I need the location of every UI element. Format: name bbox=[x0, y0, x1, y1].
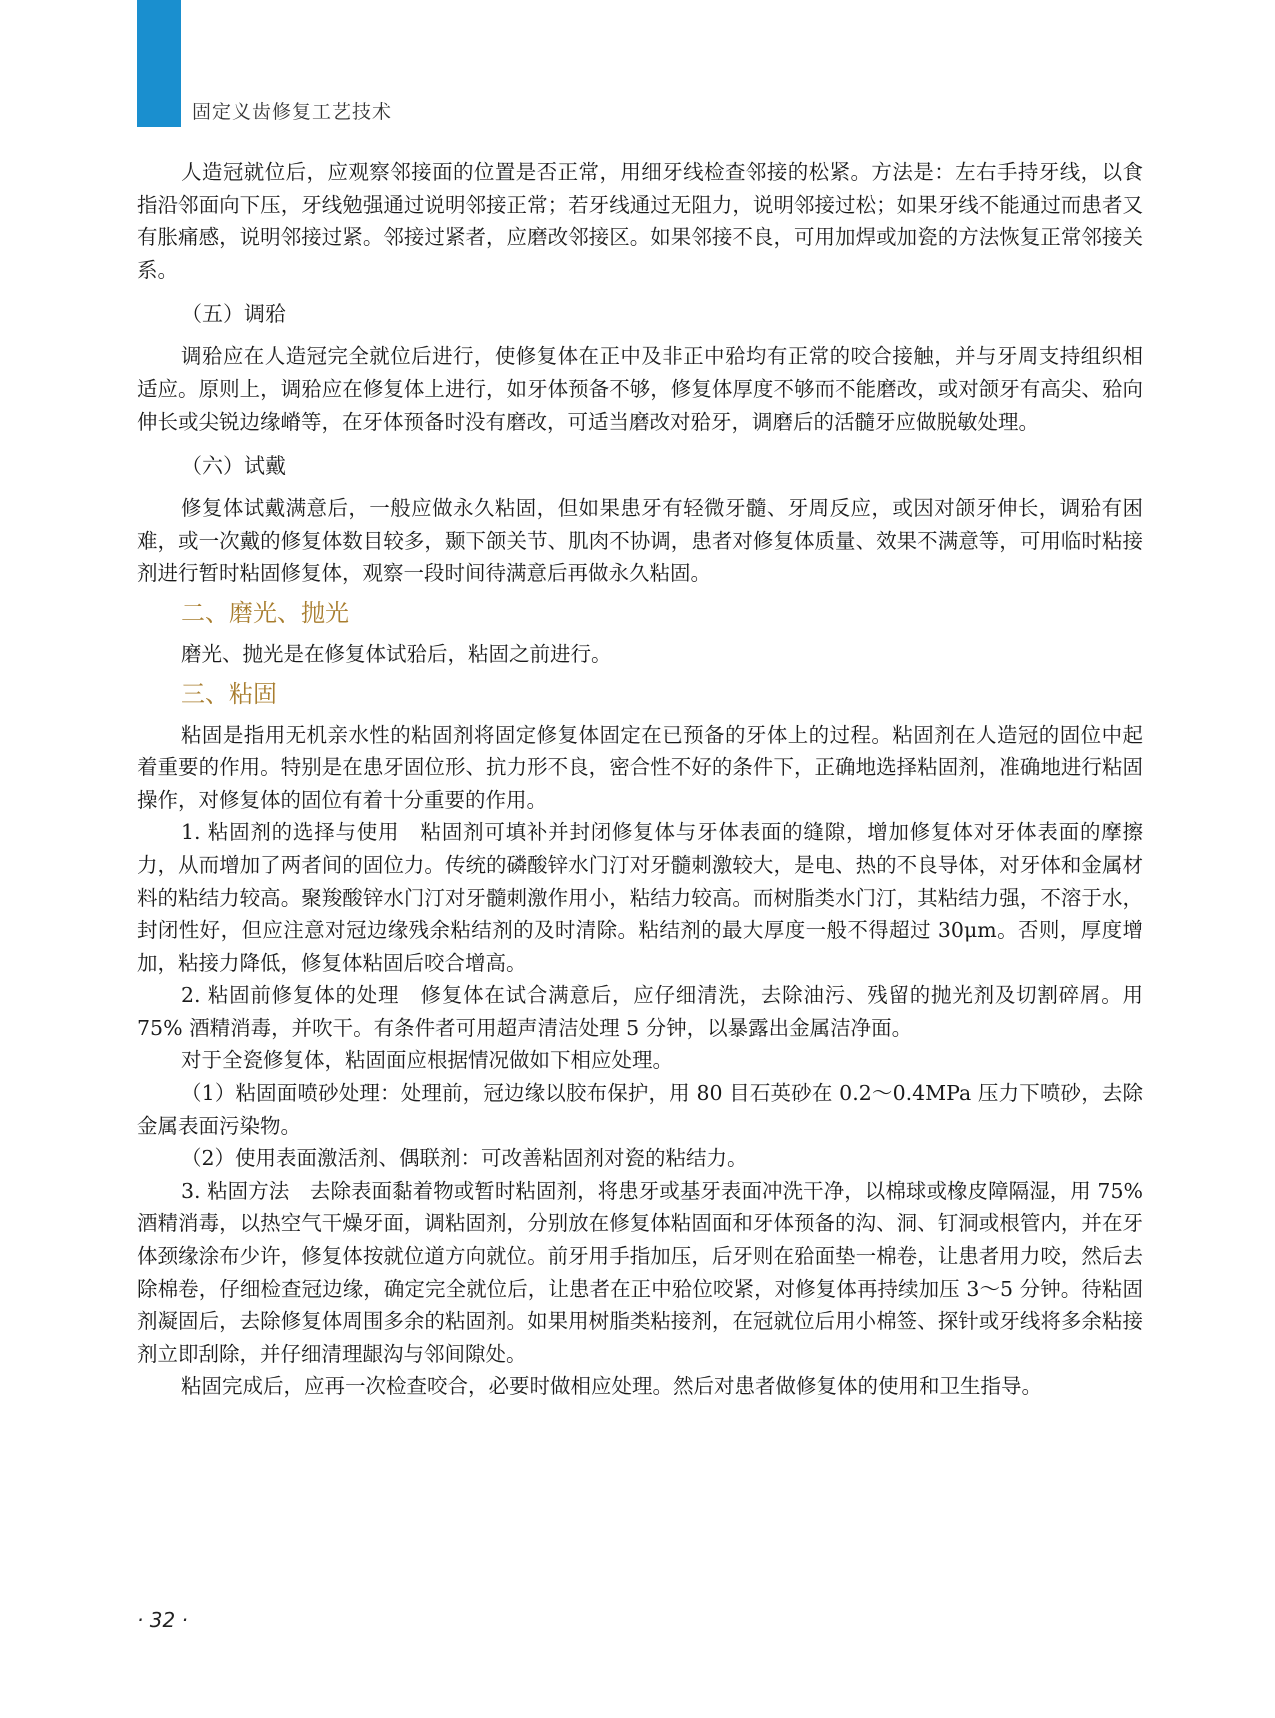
paragraph-cementation-intro: 粘固是指用无机亲水性的粘固剂将固定修复体固定在已预备的牙体上的过程。粘固剂在人造冠的固位中起着重要的作用。特别是在患牙固位形、抗力形不良，密合性不好的条件下，正确地选择粘固剂，准确地进行粘固操作，对修复体的固位有着十分重要的作用。 bbox=[137, 722, 1143, 812]
section-heading-polishing: 二、磨光、抛光 bbox=[181, 598, 349, 627]
paragraph-try-in: 修复体试戴满意后，一般应做永久粘固，但如果患牙有轻微牙髓、牙周反应，或因对颌牙伸长，调𬌗有困难，或一次戴的修复体数目较多，颞下颌关节、肌肉不协调，患者对修复体质量、效果不满意等，可用临时粘接剂进行暂时粘固修复体，观察一段时间待满意后再做永久粘固。 bbox=[137, 496, 1143, 586]
paragraph-activator: （2）使用表面激活剂、偶联剂：可改善粘固剂对瓷的粘结力。 bbox=[181, 1146, 748, 1171]
paragraph-occlusal-adjustment: 调𬌗应在人造冠完全就位后进行，使修复体在正中及非正中𬌗均有正常的咬合接触，并与牙周支持组织相适应。原则上，调𬌗应在修复体上进行，如牙体预备不够，修复体厚度不够而不能磨改，或对颌牙有高尖、𬌗向伸长或尖锐边缘嵴等，在牙体预备时没有磨改，可适当磨改对𬌗牙，调磨后的活髓牙应做脱敏处理。 bbox=[137, 344, 1143, 434]
paragraph-cementation-method: 3. 粘固方法 去除表面黏着物或暂时粘固剂，将患牙或基牙表面冲洗干净，以棉球或橡皮障隔湿，用 75% 酒精消毒，以热空气干燥牙面，调粘固剂，分别放在修复体粘固面和牙体预备的沟、洞、钉洞或根管内，并在牙体颈缘涂布少许，修复体按就位道方向就位。前牙用手指加压，后牙则在𬌗面垫一棉卷，让患者用力咬，然后去除棉卷，仔细检查冠边缘，确定完全就位后，让患者在正中𬌗位咬紧，对修复体再持续加压 3～5 分钟。待粘固剂凝固后，去除修复体周围多余的粘固剂。如果用树脂类粘接剂，在冠就位后用小棉签、探针或牙线将多余粘接剂立即刮除，并仔细清理龈沟与邻间隙处。 bbox=[137, 1178, 1143, 1366]
section-heading-cementation: 三、粘固 bbox=[181, 679, 277, 708]
subheading-try-in: （六）试戴 bbox=[181, 454, 286, 479]
page-body bbox=[137, 156, 1143, 1403]
subheading-occlusal-adjustment: （五）调𬌗 bbox=[181, 302, 286, 327]
paragraph-polishing: 磨光、抛光是在修复体试𬌗后，粘固之前进行。 bbox=[181, 641, 612, 666]
header-color-bar bbox=[137, 0, 181, 127]
paragraph-cement-selection: 1. 粘固剂的选择与使用 粘固剂可填补并封闭修复体与牙体表面的缝隙，增加修复体对牙体表面的摩擦力，从而增加了两者间的固位力。传统的磷酸锌水门汀对牙髓刺激较大，是电、热的不良导体，对牙体和金属材料的粘结力较高。聚羧酸锌水门汀对牙髓刺激作用小，粘结力较高。而树脂类水门汀，其粘结力强，不溶于水，封闭性好，但应注意对冠边缘残余粘结剂的及时清除。粘结剂的最大厚度一般不得超过 30μm。否则，厚度增加，粘接力降低，修复体粘固后咬合增高。 bbox=[137, 820, 1143, 975]
paragraph-after-cementation: 粘固完成后，应再一次检查咬合，必要时做相应处理。然后对患者做修复体的使用和卫生指导。 bbox=[181, 1374, 1042, 1399]
paragraph-pre-cement-treatment: 2. 粘固前修复体的处理 修复体在试合满意后，应仔细清洗，去除油污、残留的抛光剂及切割碎屑。用 75% 酒精消毒，并吹干。有条件者可用超声清洁处理 5 分钟，以暴露出金属洁净面。 bbox=[137, 983, 1143, 1040]
paragraph-all-ceramic: 对于全瓷修复体，粘固面应根据情况做如下相应处理。 bbox=[181, 1048, 673, 1073]
page-number: · 32 · bbox=[137, 1608, 188, 1632]
paragraph-proximal-contact: 人造冠就位后，应观察邻接面的位置是否正常，用细牙线检查邻接的松紧。方法是：左右手持牙线，以食指沿邻面向下压，牙线勉强通过说明邻接正常；若牙线通过无阻力，说明邻接过松；如果牙线不能通过而患者又有胀痛感，说明邻接过紧。邻接过紧者，应磨改邻接区。如果邻接不良，可用加焊或加瓷的方法恢复正常邻接关系。 bbox=[137, 160, 1143, 282]
paragraph-sandblasting: （1）粘固面喷砂处理：处理前，冠边缘以胶布保护，用 80 目石英砂在 0.2～0.4MPa 压力下喷砂，去除金属表面污染物。 bbox=[137, 1081, 1143, 1138]
running-header-title: 固定义齿修复工艺技术 bbox=[192, 101, 393, 123]
